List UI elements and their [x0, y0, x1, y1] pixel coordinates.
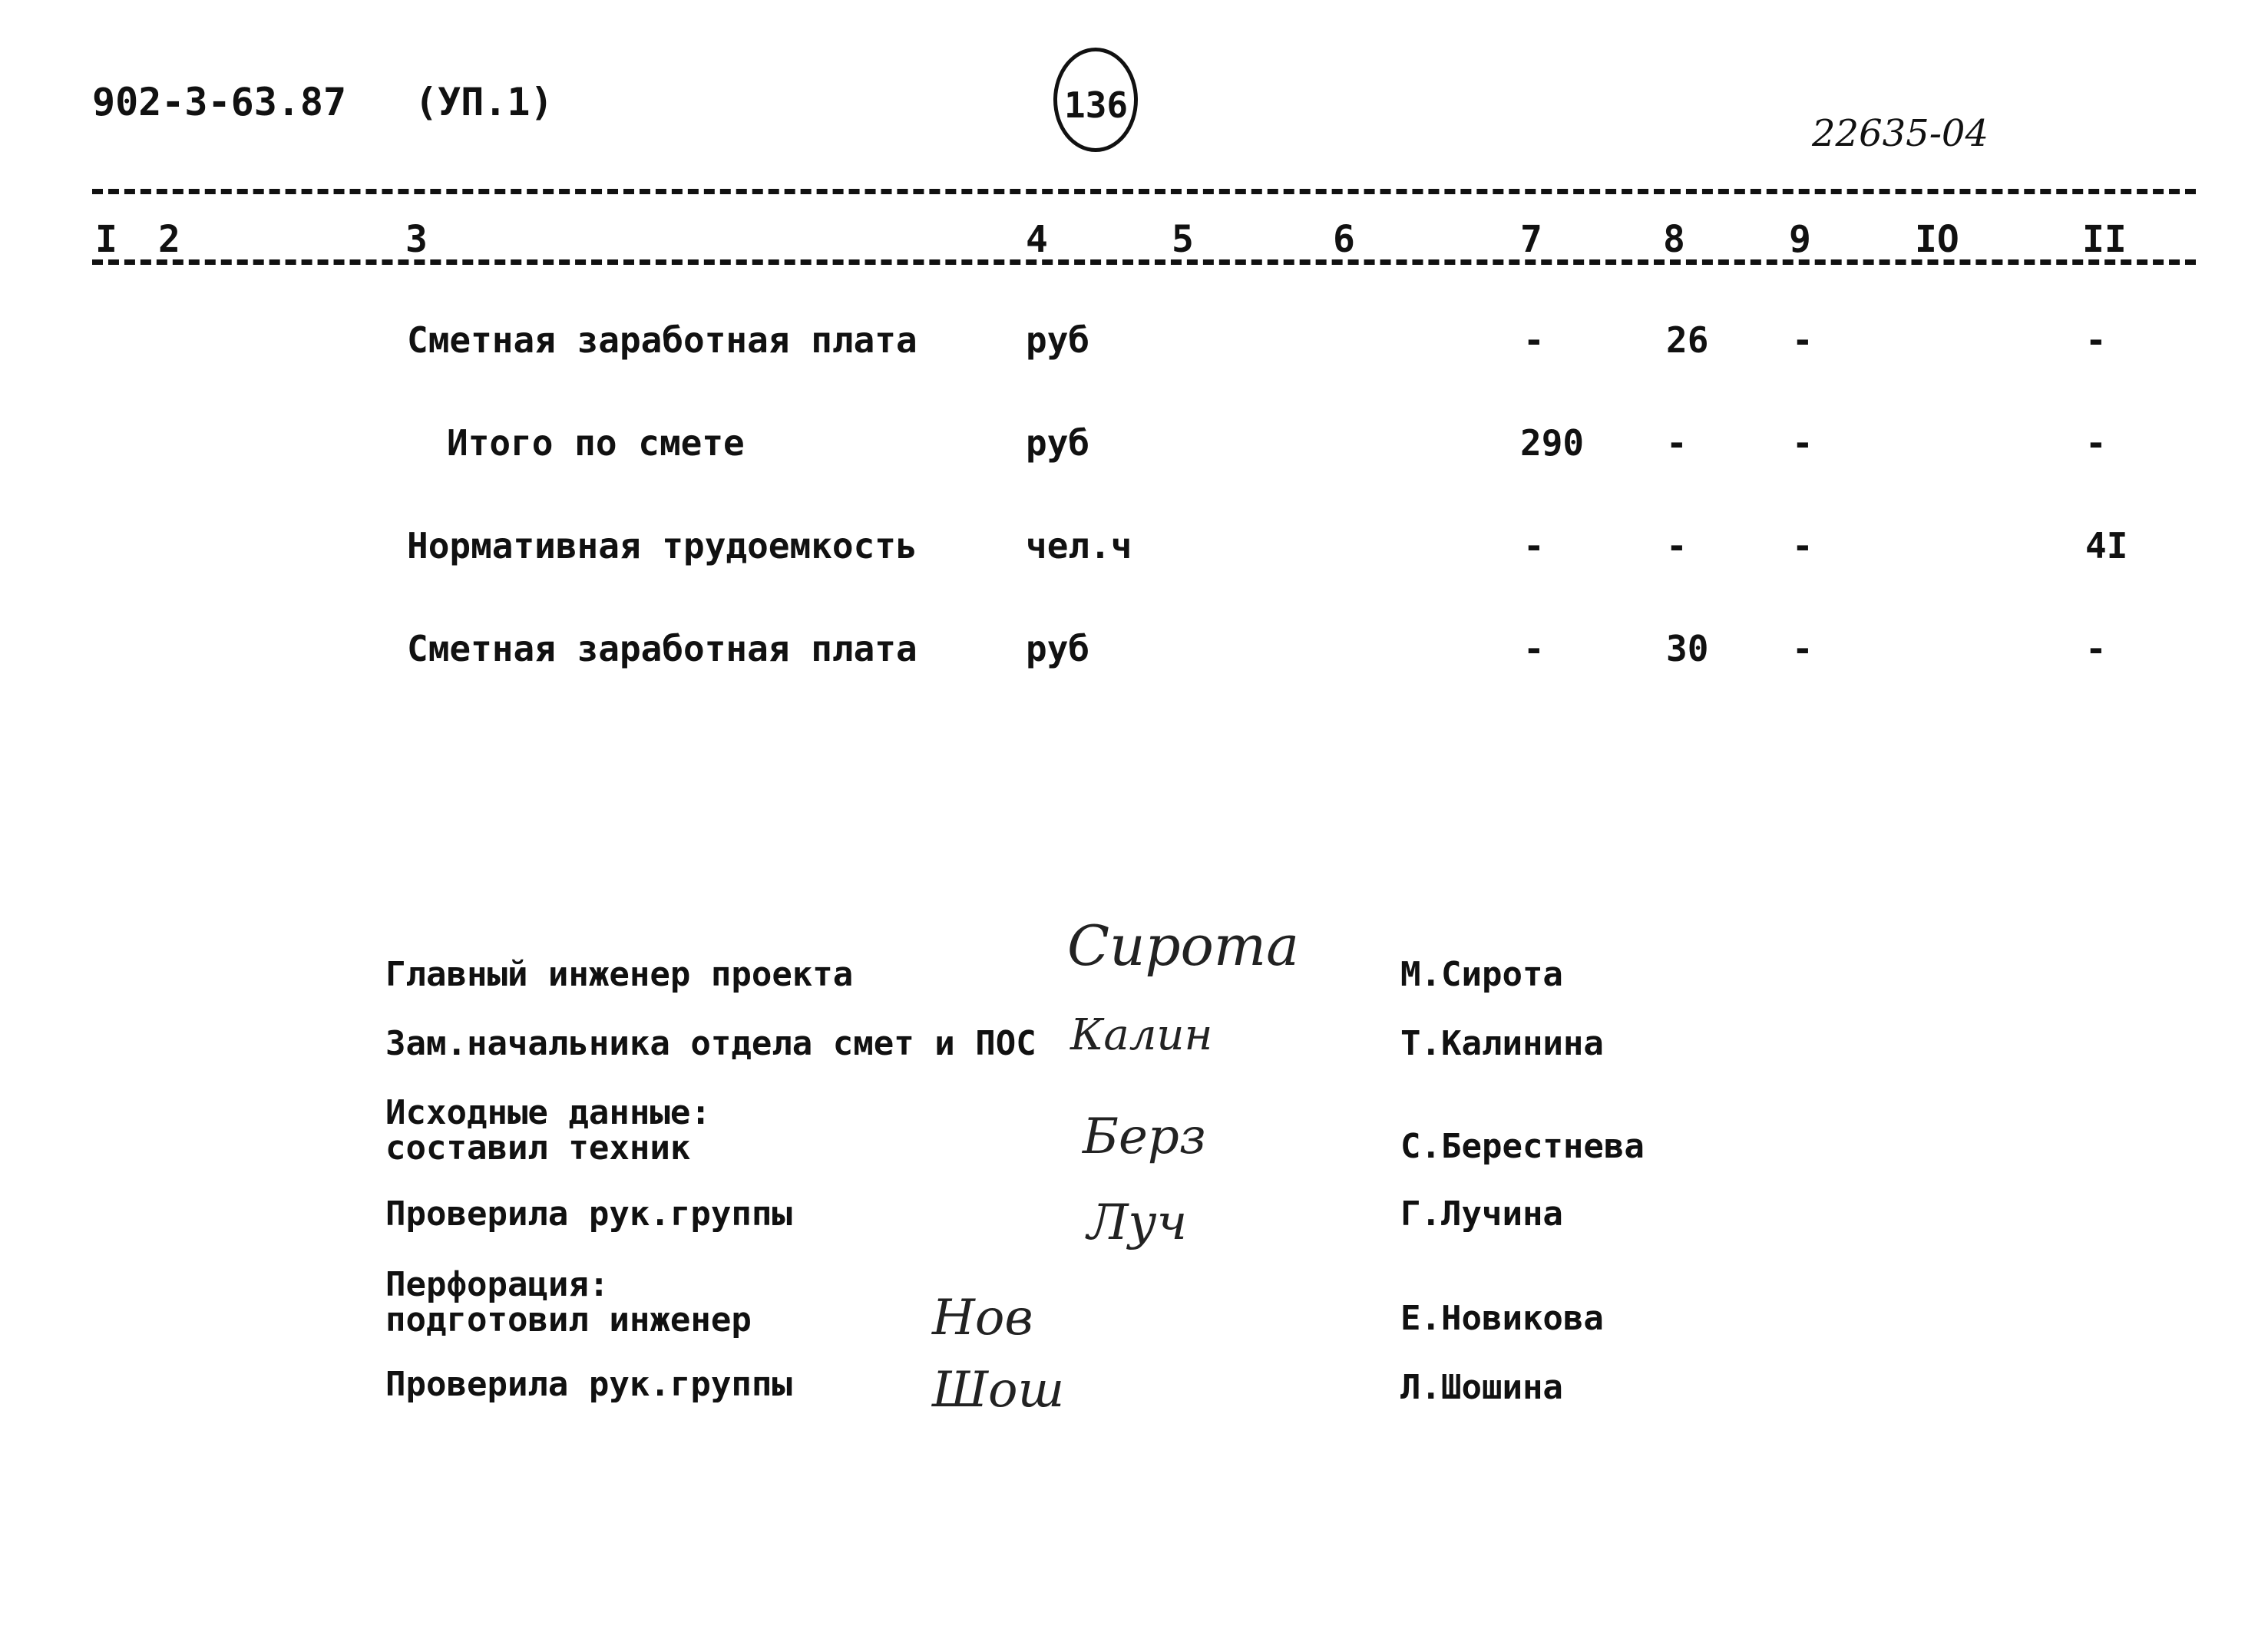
column-6: 6: [1333, 218, 1355, 261]
signature-role: Исходные данные:: [385, 1093, 711, 1132]
column-11: II: [2082, 218, 2127, 261]
column-9: 9: [1789, 218, 1811, 261]
column-2: 2: [158, 218, 180, 261]
row-col7: -: [1523, 319, 1545, 361]
row-col9: -: [1792, 319, 1813, 361]
signature-name: С.Берестнева: [1400, 1127, 1645, 1166]
inventory-number: 22635-04: [1812, 112, 1989, 155]
row-col11: -: [2085, 319, 2107, 361]
row-name: Сметная заработная плата: [407, 628, 917, 669]
signature-mark: Луч: [1087, 1194, 1188, 1251]
column-3: 3: [405, 218, 428, 261]
signature-role: составил техник: [385, 1128, 691, 1168]
row-unit: чел.ч: [1026, 525, 1132, 567]
row-unit: руб: [1026, 319, 1090, 361]
page-number: 136: [1064, 84, 1129, 126]
row-col11: -: [2085, 628, 2107, 669]
row-col11: -: [2085, 422, 2107, 464]
row-col7: -: [1523, 525, 1545, 567]
column-7: 7: [1520, 218, 1542, 261]
signature-mark: Шош: [932, 1362, 1065, 1419]
column-8: 8: [1663, 218, 1685, 261]
row-col8: 30: [1666, 628, 1709, 669]
signature-name: Т.Калинина: [1400, 1024, 1604, 1063]
row-name: Сметная заработная плата: [407, 319, 917, 361]
row-col9: -: [1792, 628, 1813, 669]
signature-role: Зам.начальника отдела смет и ПОС: [385, 1024, 1036, 1063]
row-col7: 290: [1520, 422, 1585, 464]
signature-name: Е.Новикова: [1400, 1299, 1604, 1338]
row-name: Итого по смете: [447, 422, 745, 464]
signature-role: Перфорация:: [385, 1265, 610, 1304]
row-name: Нормативная трудоемкость: [407, 525, 917, 567]
signature-role: Проверила рук.группы: [385, 1194, 792, 1234]
signature-role: Проверила рук.группы: [385, 1365, 792, 1404]
signature-mark: Нов: [932, 1290, 1033, 1346]
signature-name: Г.Лучина: [1400, 1194, 1563, 1234]
column-5: 5: [1172, 218, 1194, 261]
column-10: IO: [1915, 218, 1959, 261]
column-1: I: [95, 218, 117, 261]
row-unit: руб: [1026, 422, 1090, 464]
row-col7: -: [1523, 628, 1545, 669]
row-col8: 26: [1666, 319, 1709, 361]
document-code: 902-3-63.87: [92, 80, 347, 124]
top-dashed-rule: [92, 189, 2196, 194]
row-unit: руб: [1026, 628, 1090, 669]
row-col9: -: [1792, 525, 1813, 567]
signature-role: подготовил инженер: [385, 1300, 752, 1340]
column-4: 4: [1026, 218, 1048, 261]
row-col9: -: [1792, 422, 1813, 464]
signature-mark: Калин: [1070, 1010, 1213, 1060]
row-col8: -: [1666, 422, 1688, 464]
signature-name: Л.Шошина: [1400, 1368, 1563, 1407]
signature-role: Главный инженер проекта: [385, 955, 854, 994]
signature-name: М.Сирота: [1400, 955, 1563, 994]
signature-mark: Берз: [1083, 1108, 1206, 1165]
album-label: (УП.1): [415, 80, 554, 124]
row-col11: 4I: [2085, 525, 2128, 567]
signature-mark: Сирота: [1067, 913, 1300, 978]
row-col8: -: [1666, 525, 1688, 567]
